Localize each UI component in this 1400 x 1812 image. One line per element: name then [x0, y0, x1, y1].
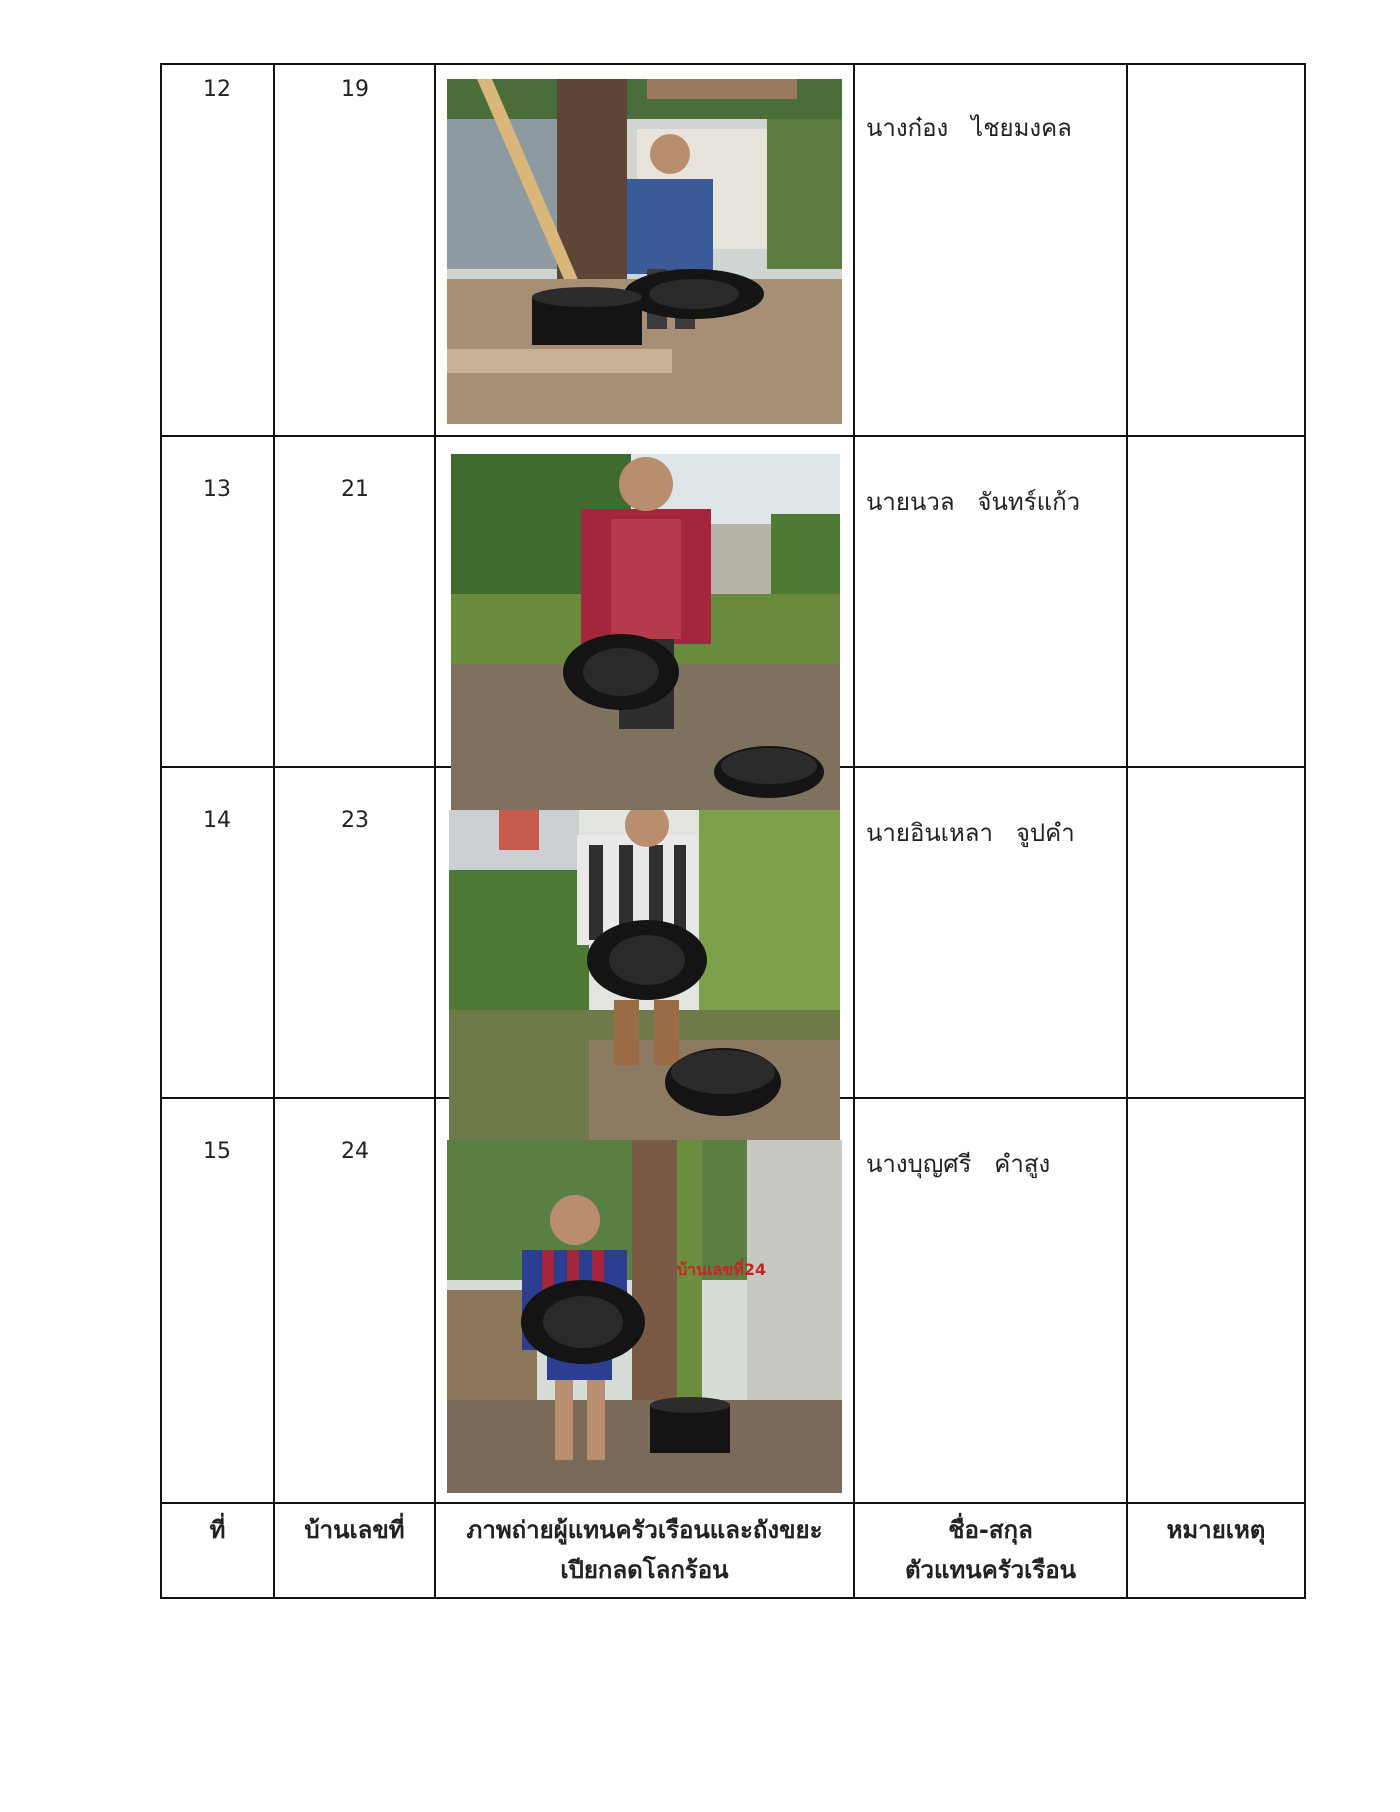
household-photo	[447, 1140, 842, 1493]
row-number: 15	[203, 1139, 231, 1164]
header-note: หมายเหตุ	[1166, 1516, 1266, 1544]
header-name-line1: ชื่อ-สกุล	[948, 1516, 1033, 1544]
household-photo	[447, 79, 842, 424]
household-name: นางก๋อง ไชยมงคล	[866, 114, 1072, 142]
house-number: 24	[341, 1139, 369, 1164]
household-name: นายอินเหลา จูปคำ	[866, 819, 1075, 847]
header-house: บ้านเลขที่	[304, 1516, 405, 1544]
header-divider	[160, 1502, 1306, 1504]
row-number: 12	[203, 77, 231, 102]
column-divider	[1304, 63, 1306, 1599]
photo-overlay-text: บ้านเลขที่24	[677, 1260, 767, 1279]
household-photo	[451, 454, 840, 810]
table-border-top	[160, 63, 1306, 65]
row-number: 14	[203, 808, 231, 833]
household-name: นางบุญศรี คำสูง	[866, 1150, 1051, 1178]
house-number: 23	[341, 808, 369, 833]
house-number: 19	[341, 77, 369, 102]
table-border-bottom	[160, 1597, 1306, 1599]
header-name-line2: ตัวแทนครัวเรือน	[904, 1556, 1077, 1584]
header-photo-line1: ภาพถ่ายผู้แทนครัวเรือนและถังขยะ	[466, 1516, 823, 1544]
house-number: 21	[341, 477, 369, 502]
header-photo-line2: เปียกลดโลกร้อน	[560, 1556, 729, 1584]
column-divider	[1126, 63, 1128, 1599]
header-no: ที่	[209, 1516, 226, 1544]
column-divider	[853, 63, 855, 1599]
household-name: นายนวล จันทร์แก้ว	[866, 488, 1081, 516]
header-name	[855, 1510, 1126, 1590]
header-photo	[436, 1510, 853, 1590]
row-number: 13	[203, 477, 231, 502]
household-photo	[449, 810, 840, 1140]
row-divider	[160, 435, 1306, 437]
